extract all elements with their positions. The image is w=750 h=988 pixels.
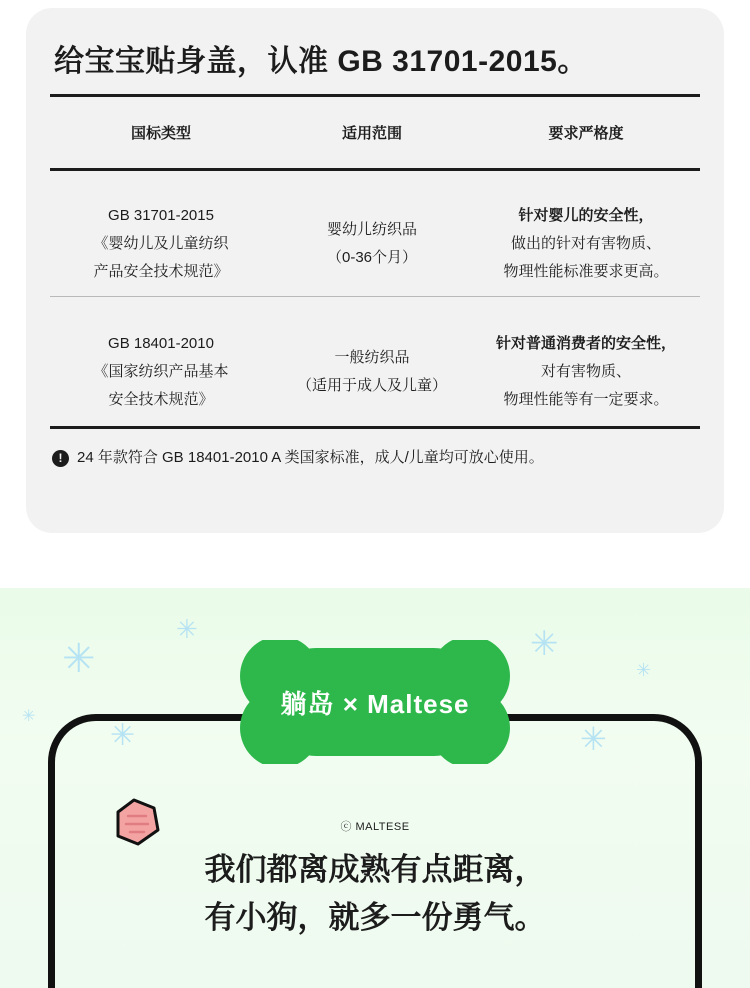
standards-table (50, 100, 700, 163)
standard-name-line2: 安全技术规范》 (108, 391, 214, 408)
hero-headline (0, 846, 750, 942)
page-title: 给宝宝贴身盖，认准 GB 31701-2015。 (54, 45, 588, 78)
table-header-divider (50, 168, 700, 171)
note-row (52, 448, 544, 468)
scope-line2: （适用于成人及儿童） (296, 377, 447, 394)
strictness-headline: 针对婴儿的安全性， (518, 207, 654, 224)
strictness-headline: 针对普通消费者的安全性， (495, 335, 676, 352)
note-text: 24 年款符合 GB 18401-2010 A 类国家标准，成人/儿童均可放心使用。 (77, 449, 544, 466)
cell-scope (272, 180, 472, 294)
strictness-line2: 物理性能标准要求更高。 (503, 263, 669, 280)
table-row (50, 180, 700, 308)
scope-line2: （0-36个月） (326, 249, 418, 266)
table-bottom-divider (50, 426, 700, 429)
snowflake-icon: ✳ (580, 721, 607, 757)
standard-code: GB 31701-2015 (108, 207, 214, 224)
strictness-line1: 做出的针对有害物质、 (510, 235, 661, 252)
bone-badge-label: 躺岛 × Maltese (280, 688, 470, 719)
pebble-decoration (108, 796, 164, 853)
snowflake-icon: ✳ (530, 625, 559, 663)
standard-name-line1: 《婴幼儿及儿童纺织 (93, 235, 229, 252)
hero-headline-line1: 我们都离成熟有点距离， (204, 852, 546, 887)
cell-strictness (472, 180, 700, 308)
table-row-divider (50, 296, 700, 297)
standard-code: GB 18401-2010 (108, 335, 214, 352)
column-header-type: 国标类型 (130, 125, 191, 142)
standard-name-line1: 《国家纺织产品基本 (93, 363, 229, 380)
standards-card (26, 8, 724, 533)
cell-scope (272, 308, 472, 422)
snowflake-icon: ✳ (636, 660, 652, 680)
table-top-divider (50, 94, 700, 97)
scope-line1: 婴幼儿纺织品 (326, 221, 417, 238)
bone-badge (236, 640, 514, 833)
strictness-line1: 对有害物质、 (540, 363, 631, 380)
snowflake-icon: ✳ (176, 614, 198, 644)
column-header-scope: 适用范围 (341, 125, 402, 142)
snowflake-icon: ✳ (62, 637, 96, 681)
standard-name-line2: 产品安全技术规范》 (93, 263, 229, 280)
scope-line1: 一般纺织品 (334, 349, 410, 366)
brand-hero-section (0, 588, 750, 988)
table-header-row (50, 100, 700, 163)
cell-standard-type (50, 308, 272, 436)
pebble-icon (108, 796, 164, 848)
cell-strictness (472, 308, 700, 436)
cell-standard-type (50, 180, 272, 308)
hero-headline-line2: 有小狗，就多一份勇气。 (204, 900, 546, 935)
column-header-strictness: 要求严格度 (548, 125, 624, 142)
strictness-line2: 物理性能等有一定要求。 (503, 391, 669, 408)
table-row (50, 308, 700, 436)
snowflake-icon: ✳ (22, 708, 36, 725)
exclamation-icon: ! (52, 450, 69, 467)
copyright-text: ⓒ MALTESE (340, 821, 410, 833)
snowflake-icon: ✳ (110, 719, 136, 752)
